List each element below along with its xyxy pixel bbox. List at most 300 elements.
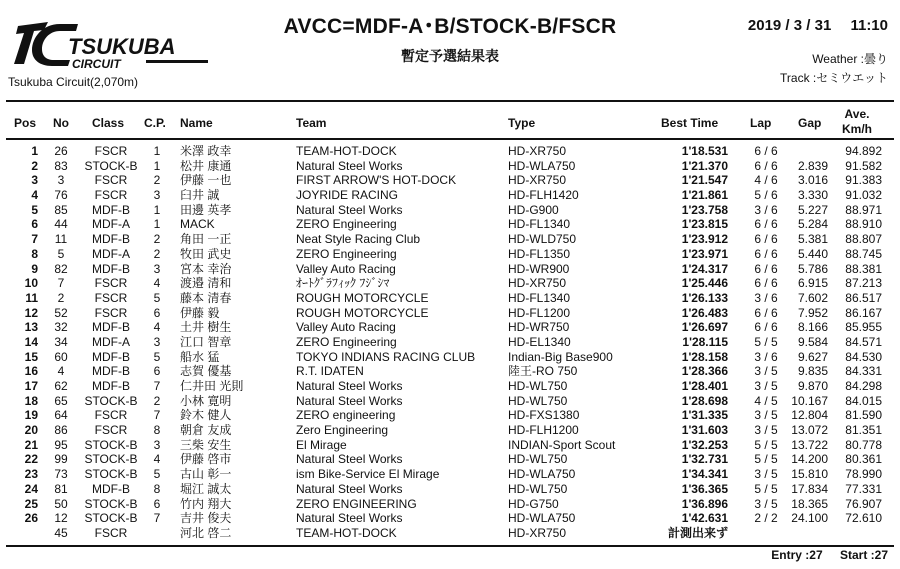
cell-cp: 3 [153, 188, 161, 203]
cell-class: MDF-B [92, 320, 130, 335]
cell-team: Valley Auto Racing [296, 320, 396, 335]
cell-pos: 1 [31, 144, 38, 158]
cell-lap: 6 / 6 [754, 246, 778, 261]
cell-name: 藤本 清春 [180, 290, 232, 305]
cell-class: MDF-B [92, 349, 130, 364]
cell-ave: 88.381 [845, 261, 882, 276]
cell-best-time: 1'23.758 [681, 202, 728, 217]
cell-cp: 7 [153, 408, 161, 423]
table-body [6, 140, 894, 541]
cell-type: HD-XR750 [508, 173, 567, 188]
cell-name: 田邊 英孝 [180, 202, 232, 217]
cell-cp: 6 [153, 496, 161, 511]
cell-pos: 5 [31, 202, 38, 217]
cell-no: 11 [54, 232, 68, 247]
cell-no: 7 [57, 276, 65, 291]
table-row [6, 467, 894, 482]
cell-lap: 4 / 5 [754, 393, 778, 408]
cell-cp: 6 [153, 364, 161, 379]
table-header [6, 100, 894, 140]
cell-ave: 86.167 [845, 305, 882, 320]
cell-team: Valley Auto Racing [296, 261, 396, 276]
cell-type: HD-WL750 [508, 481, 568, 496]
cell-lap: 4 / 6 [754, 173, 778, 188]
cell-no: 50 [54, 496, 68, 511]
cell-best-time: 1'31.603 [681, 423, 728, 438]
cell-gap: 7.952 [797, 305, 828, 320]
cell-ave: 72.610 [845, 511, 882, 526]
cell-gap: 6.915 [797, 276, 828, 291]
cell-gap: 2.839 [797, 158, 828, 173]
cell-name: 三柴 安生 [180, 437, 232, 452]
cell-gap: 9.835 [797, 364, 828, 379]
cell-cp: 8 [153, 423, 161, 438]
cell-cp: 2 [153, 393, 161, 408]
cell-pos: 24 [24, 481, 38, 496]
cell-no: 5 [57, 246, 65, 261]
results-table [6, 100, 894, 547]
table-row [6, 320, 894, 335]
cell-class: MDF-B [92, 364, 130, 379]
cell-no: 4 [57, 364, 65, 379]
cell-best-time: 1'36.896 [681, 496, 728, 511]
cell-cp: 7 [153, 511, 161, 526]
cell-name: 角田 一正 [180, 232, 232, 247]
cell-team: ｵｰﾄｸﾞﾗﾌｨｯｸ ﾌｼﾞｼﾏ [296, 276, 390, 291]
cell-lap: 5 / 5 [754, 437, 778, 452]
cell-lap: 3 / 5 [754, 467, 778, 482]
cell-team: ROUGH MOTORCYCLE [296, 305, 429, 320]
cell-best-time: 1'26.483 [681, 305, 728, 320]
cell-no: 60 [54, 349, 68, 364]
cell-class: FSCR [94, 423, 128, 438]
col-best-time: Best Time [661, 116, 719, 130]
cell-pos: 10 [24, 276, 38, 291]
cell-lap: 5 / 6 [754, 188, 778, 203]
table-row [6, 438, 894, 453]
cell-team: Natural Steel Works [296, 452, 403, 467]
cell-name: 古山 彰一 [180, 467, 232, 482]
cell-lap: 6 / 6 [754, 232, 778, 247]
cell-type: HD-G750 [508, 496, 559, 511]
table-row [6, 408, 894, 423]
cell-name: 小林 寛明 [180, 393, 232, 408]
table-row [6, 232, 894, 247]
cell-pos: 16 [24, 364, 38, 379]
cell-no: 12 [54, 511, 68, 526]
cell-name: 伊藤 一也 [180, 173, 232, 188]
cell-class: MDF-A [92, 334, 130, 349]
cell-pos: 7 [31, 232, 38, 247]
table-row [6, 497, 894, 512]
table-row [6, 526, 894, 541]
cell-name: 竹内 翔大 [180, 496, 232, 511]
cell-ave: 86.517 [845, 290, 882, 305]
cell-pos: 25 [24, 496, 38, 511]
cell-ave: 84.530 [845, 349, 882, 364]
cell-pos: 18 [24, 393, 38, 408]
cell-lap: 6 / 6 [754, 158, 778, 173]
cell-name: 米澤 政幸 [180, 144, 232, 158]
cell-class: STOCK-B [84, 393, 138, 408]
table-row [6, 511, 894, 526]
table-row [6, 276, 894, 291]
table-row [6, 335, 894, 350]
cell-type: HD-FXS1380 [508, 408, 580, 423]
cell-gap: 18.365 [791, 496, 828, 511]
cell-ave: 76.907 [845, 496, 882, 511]
col-ave-unit: Km/h [842, 122, 872, 136]
cell-lap: 5 / 5 [754, 334, 778, 349]
cell-name: 船水 猛 [180, 349, 220, 364]
cell-lap: 6 / 6 [754, 261, 778, 276]
page-subtitle: 暫定予選結果表 [401, 48, 499, 64]
cell-pos: 15 [24, 349, 38, 364]
cell-class: MDF-B [92, 202, 130, 217]
cell-name: 志賀 優基 [180, 364, 232, 379]
cell-cp: 3 [153, 334, 161, 349]
cell-class: STOCK-B [84, 158, 138, 173]
cell-pos: 26 [24, 511, 38, 526]
cell-best-time: 1'28.401 [681, 379, 728, 393]
cell-no: 76 [54, 188, 68, 203]
cell-no: 83 [54, 158, 68, 173]
cell-type: HD-WLA750 [508, 511, 576, 526]
cell-class: STOCK-B [84, 511, 138, 526]
cell-class: FSCR [94, 173, 128, 188]
cell-name: 臼井 誠 [180, 188, 220, 203]
cell-type: 陸王-RO 750 [508, 364, 578, 379]
cell-best-time: 1'28.366 [681, 364, 728, 379]
cell-class: MDF-B [92, 232, 130, 247]
cell-gap: 13.072 [791, 423, 828, 438]
cell-type: HD-G900 [508, 202, 559, 217]
cell-no: 85 [54, 202, 68, 217]
cell-ave: 91.383 [845, 173, 882, 188]
col-no: No [53, 116, 69, 130]
col-name: Name [180, 116, 213, 130]
cell-type: HD-XR750 [508, 525, 567, 540]
cell-gap: 5.381 [797, 232, 828, 247]
cell-type: HD-FL1350 [508, 246, 571, 261]
cell-cp: 7 [153, 379, 161, 393]
cell-team: Natural Steel Works [296, 379, 403, 393]
table-row [6, 350, 894, 365]
table-row [6, 188, 894, 203]
cell-name: 宮本 幸治 [180, 261, 232, 276]
cell-ave: 87.213 [845, 276, 882, 291]
cell-class: FSCR [94, 305, 128, 320]
cell-no: 26 [54, 144, 68, 158]
cell-no: 82 [54, 261, 68, 276]
cell-team: ROUGH MOTORCYCLE [296, 290, 429, 305]
table-bottom-rule [6, 545, 894, 547]
cell-cp: 2 [153, 246, 161, 261]
col-class: Class [92, 116, 125, 130]
cell-team: ZERO engineering [296, 408, 396, 423]
col-gap: Gap [798, 116, 822, 130]
page-title: AVCC=MDF-A･B/STOCK-B/FSCR [283, 15, 617, 38]
cell-cp: 4 [153, 320, 161, 335]
cell-gap: 9.870 [797, 379, 828, 393]
cell-class: FSCR [94, 276, 128, 291]
cell-class: FSCR [94, 290, 128, 305]
cell-no: 32 [54, 320, 68, 335]
entry-count: Entry :27 [771, 548, 823, 562]
cell-best-time: 1'26.133 [681, 290, 728, 305]
cell-cp: 1 [153, 158, 161, 173]
cell-best-time: 計測出来ず [667, 525, 728, 540]
cell-gap: 24.100 [791, 511, 828, 526]
cell-pos: 8 [31, 246, 38, 261]
cell-class: MDF-B [92, 261, 130, 276]
cell-no: 45 [54, 525, 68, 540]
cell-team: Neat Style Racing Club [296, 232, 421, 247]
cell-team: Natural Steel Works [296, 481, 403, 496]
cell-cp: 1 [153, 144, 161, 158]
cell-class: STOCK-B [84, 437, 138, 452]
cell-lap: 3 / 6 [754, 290, 778, 305]
cell-no: 86 [54, 423, 68, 438]
cell-team: Natural Steel Works [296, 158, 403, 173]
table-row [6, 394, 894, 409]
cell-class: FSCR [94, 188, 128, 203]
cell-lap: 2 / 2 [754, 511, 778, 526]
cell-team: TOKYO INDIANS RACING CLUB [296, 349, 476, 364]
cell-class: MDF-B [92, 481, 130, 496]
cell-no: 34 [54, 334, 68, 349]
col-type: Type [508, 116, 536, 130]
cell-best-time: 1'32.731 [681, 452, 728, 467]
cell-team: R.T. IDATEN [296, 364, 364, 379]
cell-ave: 81.351 [845, 423, 882, 438]
cell-no: 64 [54, 408, 68, 423]
cell-class: FSCR [94, 144, 128, 158]
cell-type: HD-FL1340 [508, 290, 571, 305]
cell-lap: 5 / 5 [754, 481, 778, 496]
cell-no: 99 [54, 452, 68, 467]
cell-lap: 3 / 5 [754, 496, 778, 511]
cell-class: STOCK-B [84, 467, 138, 482]
cell-ave: 88.910 [845, 217, 882, 232]
cell-cp: 3 [153, 261, 161, 276]
cell-best-time: 1'23.912 [681, 232, 728, 247]
table-row [6, 217, 894, 232]
cell-pos: 13 [24, 320, 38, 335]
cell-ave: 80.778 [845, 437, 882, 452]
cell-best-time: 1'21.370 [681, 158, 728, 173]
cell-type: HD-WR750 [508, 320, 570, 335]
cell-cp: 3 [153, 437, 161, 452]
cell-ave: 88.971 [845, 202, 882, 217]
col-ave [832, 107, 882, 137]
cell-lap: 5 / 5 [754, 452, 778, 467]
cell-cp: 4 [153, 452, 161, 467]
table-row [6, 379, 894, 394]
cell-type: INDIAN-Sport Scout [508, 437, 616, 452]
table-row [6, 482, 894, 497]
cell-ave: 85.955 [845, 320, 882, 335]
cell-gap: 17.834 [791, 481, 828, 496]
cell-cp: 5 [153, 467, 161, 482]
cell-team: TEAM-HOT-DOCK [296, 144, 397, 158]
cell-lap: 6 / 6 [754, 217, 778, 232]
cell-pos: 17 [24, 379, 38, 393]
weather-info: Weather :曇り [812, 52, 888, 66]
cell-lap: 3 / 5 [754, 379, 778, 393]
cell-ave: 81.590 [845, 408, 882, 423]
cell-gap: 9.627 [797, 349, 828, 364]
cell-best-time: 1'28.115 [682, 334, 728, 349]
cell-best-time: 1'28.158 [681, 349, 728, 364]
table-row [6, 364, 894, 379]
cell-pos: 9 [31, 261, 38, 276]
table-row [6, 423, 894, 438]
cell-type: HD-FL1340 [508, 217, 571, 232]
cell-gap: 10.167 [791, 393, 828, 408]
cell-lap: 6 / 6 [754, 276, 778, 291]
cell-name: 河北 啓二 [180, 525, 232, 540]
cell-pos: 20 [24, 423, 38, 438]
cell-pos: 14 [24, 334, 38, 349]
cell-name: 渡邉 清和 [180, 276, 232, 291]
cell-class: STOCK-B [84, 496, 138, 511]
cell-class: MDF-A [92, 217, 130, 232]
cell-gap: 9.584 [797, 334, 828, 349]
cell-gap: 5.440 [797, 246, 828, 261]
cell-ave: 91.582 [845, 158, 882, 173]
cell-name: MACK [180, 217, 215, 232]
cell-type: Indian-Big Base900 [508, 349, 613, 364]
cell-no: 3 [57, 173, 65, 188]
cell-team: El Mirage [296, 437, 347, 452]
cell-lap: 6 / 6 [754, 144, 778, 158]
cell-type: HD-FLH1420 [508, 188, 579, 203]
cell-best-time: 1'21.861 [681, 188, 728, 203]
cell-type: HD-WLA750 [508, 158, 576, 173]
cell-gap: 5.227 [797, 202, 828, 217]
cell-best-time: 1'32.253 [681, 437, 728, 452]
cell-name: 仁井田 光則 [180, 379, 244, 393]
cell-best-time: 1'24.317 [681, 261, 728, 276]
cell-type: HD-FL1200 [508, 305, 571, 320]
cell-name: 牧田 武史 [180, 246, 232, 261]
cell-team: ism Bike-Service El Mirage [296, 467, 440, 482]
cell-name: 鈴木 健人 [180, 408, 232, 423]
cell-pos: 12 [24, 305, 38, 320]
cell-team: ZERO Engineering [296, 246, 397, 261]
cell-no: 52 [54, 305, 68, 320]
table-row [6, 247, 894, 262]
cell-lap: 3 / 5 [754, 423, 778, 438]
table-row [6, 306, 894, 321]
cell-class: MDF-A [92, 246, 130, 261]
circuit-name: Tsukuba Circuit(2,070m) [8, 75, 139, 89]
cell-ave: 78.990 [845, 467, 882, 482]
cell-pos: 11 [25, 290, 38, 305]
cell-no: 81 [54, 481, 68, 496]
cell-type: HD-WLA750 [508, 467, 576, 482]
cell-pos: 2 [31, 158, 38, 173]
cell-no: 95 [54, 437, 68, 452]
cell-lap: 3 / 6 [754, 202, 778, 217]
cell-best-time: 1'26.697 [681, 320, 728, 335]
col-cp: C.P. [144, 116, 166, 130]
cell-team: ZERO Engineering [296, 217, 397, 232]
cell-best-time: 1'23.971 [681, 246, 728, 261]
cell-ave: 88.807 [845, 232, 882, 247]
cell-gap: 8.166 [797, 320, 828, 335]
cell-gap: 7.602 [797, 290, 828, 305]
cell-name: 堀江 誠太 [180, 481, 232, 496]
cell-cp: 5 [153, 349, 161, 364]
track-info: Track :セミウエット [780, 71, 888, 85]
cell-no: 65 [54, 393, 68, 408]
cell-type: HD-XR750 [508, 276, 567, 291]
cell-no: 62 [54, 379, 68, 393]
cell-lap: 3 / 5 [754, 364, 778, 379]
cell-best-time: 1'21.547 [681, 173, 728, 188]
cell-class: MDF-B [92, 379, 130, 393]
cell-lap: 3 / 6 [754, 349, 778, 364]
cell-name: 江口 智章 [180, 334, 232, 349]
cell-gap: 13.722 [791, 437, 828, 452]
cell-gap: 5.786 [797, 261, 828, 276]
cell-best-time: 1'23.815 [681, 217, 728, 232]
cell-gap: 3.330 [797, 188, 828, 203]
cell-pos: 6 [31, 217, 38, 232]
cell-cp: 6 [153, 305, 161, 320]
cell-cp: 5 [153, 290, 161, 305]
cell-name: 吉井 俊夫 [180, 511, 232, 526]
cell-no: 73 [54, 467, 68, 482]
cell-cp: 4 [153, 276, 161, 291]
cell-type: HD-EL1340 [508, 334, 571, 349]
col-pos: Pos [14, 116, 37, 130]
start-count: Start :27 [839, 548, 888, 562]
cell-no: 44 [54, 217, 68, 232]
col-lap: Lap [750, 116, 772, 130]
date-time: 2019 / 3 / 31 11:10 [747, 17, 888, 34]
cell-gap: 14.200 [791, 452, 828, 467]
cell-cp: 1 [153, 217, 161, 232]
cell-pos: 19 [24, 408, 38, 423]
cell-ave: 94.892 [845, 144, 882, 158]
cell-lap: 6 / 6 [754, 320, 778, 335]
cell-name: 伊藤 啓市 [180, 452, 232, 467]
cell-team: ZERO Engineering [296, 334, 397, 349]
cell-lap: 3 / 5 [754, 408, 778, 423]
cell-no: 2 [57, 290, 65, 305]
cell-ave: 77.331 [845, 481, 882, 496]
cell-pos: 23 [24, 467, 38, 482]
cell-pos: 22 [24, 452, 38, 467]
col-ave-label: Ave. [844, 107, 870, 121]
cell-best-time: 1'25.446 [681, 276, 728, 291]
cell-pos: 4 [31, 188, 38, 203]
cell-best-time: 1'42.631 [681, 511, 728, 526]
cell-best-time: 1'34.341 [681, 467, 728, 482]
table-row [6, 144, 894, 159]
cell-ave: 88.745 [845, 246, 882, 261]
table-row [6, 173, 894, 188]
cell-type: HD-WL750 [508, 379, 568, 393]
cell-best-time: 1'28.698 [681, 393, 728, 408]
cell-type: HD-WR900 [508, 261, 570, 276]
cell-type: HD-WL750 [508, 393, 568, 408]
cell-pos: 21 [24, 437, 38, 452]
cell-team: Natural Steel Works [296, 202, 403, 217]
